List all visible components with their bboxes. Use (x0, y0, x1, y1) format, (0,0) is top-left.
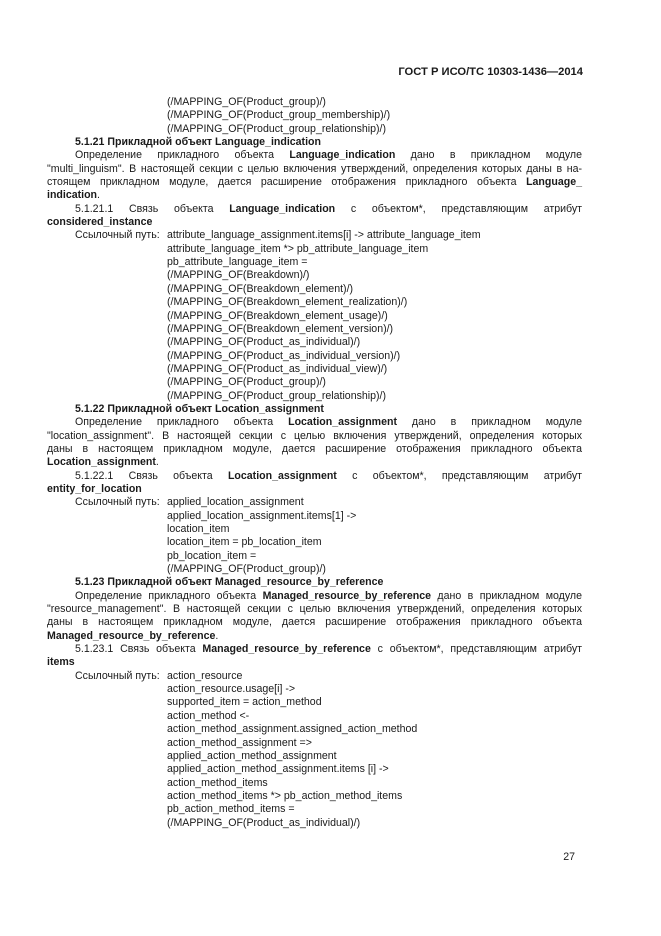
definition-line (47, 456, 582, 469)
definition-line: даны в настоящем прикладном модуле, дается расширение отображения прикладного объекта (47, 616, 582, 629)
path-line: (/MAPPING_OF(Product_as_individual_version)/) (167, 349, 401, 362)
path-line: pb_action_method_items = (167, 803, 295, 816)
reference-path-first (47, 229, 582, 242)
definition-line: даны в настоящем прикладном модуле, дается расширение отображения прикладного объекта (47, 442, 582, 455)
text: Определение прикладного объекта (75, 149, 290, 162)
path-line: action_method_items *> pb_action_method_items (167, 789, 403, 802)
text: дано в прикладном модуле (395, 149, 582, 162)
attribute-name: entity_for_location (47, 482, 142, 495)
path-line: pb_attribute_language_item = (167, 256, 308, 269)
path-text: applied_location_assignment (167, 496, 304, 509)
definition-line (47, 590, 582, 603)
text: дано в прикладном модуле (431, 589, 582, 602)
path-line: attribute_language_item *> pb_attribute_language_item (167, 242, 429, 255)
path-text: attribute_language_assignment.items[i] -> attribute_language_item (167, 229, 481, 242)
text: 5.1.21.1 Связь объекта (75, 202, 230, 215)
definition-line (47, 630, 582, 643)
path-label: Ссылочный путь: (75, 229, 160, 242)
entity-name: Location_assignment (227, 469, 337, 482)
text: с объектом*, представляющим атрибут (336, 469, 583, 482)
definition-line: "multi_linguism". В настоящей секции с целью включения утверждений, определения которых даны в на- (47, 162, 582, 175)
text: 5.1.22.1 Связь объекта (75, 469, 228, 482)
path-line: (/MAPPING_OF(Product_as_individual)/) (167, 816, 361, 829)
path-line: (/MAPPING_OF(Product_as_individual)/) (167, 336, 361, 349)
path-line: (/MAPPING_OF(Breakdown)/) (167, 269, 310, 282)
text: . (215, 629, 219, 642)
path-line: (/MAPPING_OF(Product_group)/) (167, 563, 326, 576)
path-label: Ссылочный путь: (75, 496, 160, 509)
text: стоящем прикладном модуле, дается расширение отображения прикладного объекта (47, 176, 527, 189)
mapping-line: (/MAPPING_OF(Product_group_relationship)/) (167, 122, 387, 135)
document-number: ГОСТ Р ИСО/ТС 10303-1436—2014 (398, 66, 583, 78)
entity-name: Managed_resource_by_reference (262, 589, 431, 602)
mapping-line: (/MAPPING_OF(Product_group)/) (167, 96, 326, 108)
reference-path-first (47, 496, 582, 509)
path-line: (/MAPPING_OF(Breakdown_element_version)/) (167, 322, 394, 335)
path-line: location_item (167, 523, 230, 535)
definition-line (47, 189, 582, 202)
definition-line: "resource_management". В настоящей секции с целью включения утверждений, определения которых (47, 603, 582, 616)
text: с объектом*, представляющим атрибут (370, 643, 582, 656)
entity-name: indication (47, 189, 98, 202)
path-line: action_resource.usage[i] -> (167, 683, 296, 696)
page-content (47, 96, 582, 830)
path-line: action_method <- (167, 709, 250, 722)
entity-name: Language_indication (229, 202, 336, 215)
text: Определение прикладного объекта (75, 416, 289, 429)
text: с объектом*, представляющим атрибут (335, 202, 583, 215)
path-line: (/MAPPING_OF(Breakdown_element)/) (167, 282, 354, 295)
text: дано в прикладном модуле (397, 416, 582, 429)
section-heading-5-1-22: 5.1.22 Прикладной объект Location_assignment (75, 402, 324, 415)
subsection-5-1-21-1 (47, 203, 582, 216)
path-line: applied_action_method_assignment.items [i] -> (167, 763, 389, 776)
path-line: (/MAPPING_OF(Breakdown_element_realization)/) (167, 296, 408, 309)
subsection-5-1-22-1 (47, 470, 582, 483)
entity-name: Language_ (526, 176, 582, 189)
entity-name: Language_indication (289, 149, 396, 162)
definition-line: "location_assignment". В настоящей секции с целью включения утверждений, определения которых (47, 429, 582, 442)
path-line: action_method_items (167, 776, 268, 789)
attribute-name: considered_instance (47, 216, 153, 229)
path-label: Ссылочный путь: (75, 669, 160, 682)
text: 5.1.23.1 Связь объекта (75, 643, 203, 656)
section-heading-5-1-21: 5.1.21 Прикладной объект Language_indication (75, 136, 321, 149)
reference-path-first (47, 670, 582, 683)
path-line: (/MAPPING_OF(Product_group_relationship)/) (167, 389, 387, 402)
entity-name: Location_assignment (47, 456, 156, 469)
text: Определение прикладного объекта (75, 589, 263, 602)
subsection-5-1-23-1 (47, 643, 582, 656)
text: . (97, 189, 100, 202)
entity-name: Managed_resource_by_reference (202, 643, 371, 656)
path-line: action_method_assignment => (167, 736, 312, 749)
definition-line (47, 176, 582, 189)
path-line: (/MAPPING_OF(Product_group)/) (167, 376, 326, 389)
path-line: location_item = pb_location_item (167, 536, 322, 549)
path-line: supported_item = action_method (167, 696, 322, 709)
path-line: applied_action_method_assignment (167, 749, 337, 762)
path-line: (/MAPPING_OF(Breakdown_element_usage)/) (167, 309, 388, 322)
attribute-name: items (47, 656, 75, 669)
entity-name: Managed_resource_by_reference (47, 629, 216, 642)
mapping-line: (/MAPPING_OF(Product_group_membership)/) (167, 109, 391, 122)
path-line: pb_location_item = (167, 549, 257, 562)
path-line: action_method_assignment.assigned_action_method (167, 723, 418, 736)
definition-line (47, 416, 582, 429)
section-heading-5-1-23: 5.1.23 Прикладной объект Managed_resource_by_reference (75, 576, 384, 589)
path-line: applied_location_assignment.items[1] -> (167, 509, 357, 522)
definition-line (47, 149, 582, 162)
path-line: (/MAPPING_OF(Product_as_individual_view)/) (167, 362, 388, 375)
path-text: action_resource (167, 669, 243, 682)
page-number: 27 (563, 851, 575, 863)
entity-name: Location_assignment (288, 416, 397, 429)
text: . (155, 456, 159, 469)
